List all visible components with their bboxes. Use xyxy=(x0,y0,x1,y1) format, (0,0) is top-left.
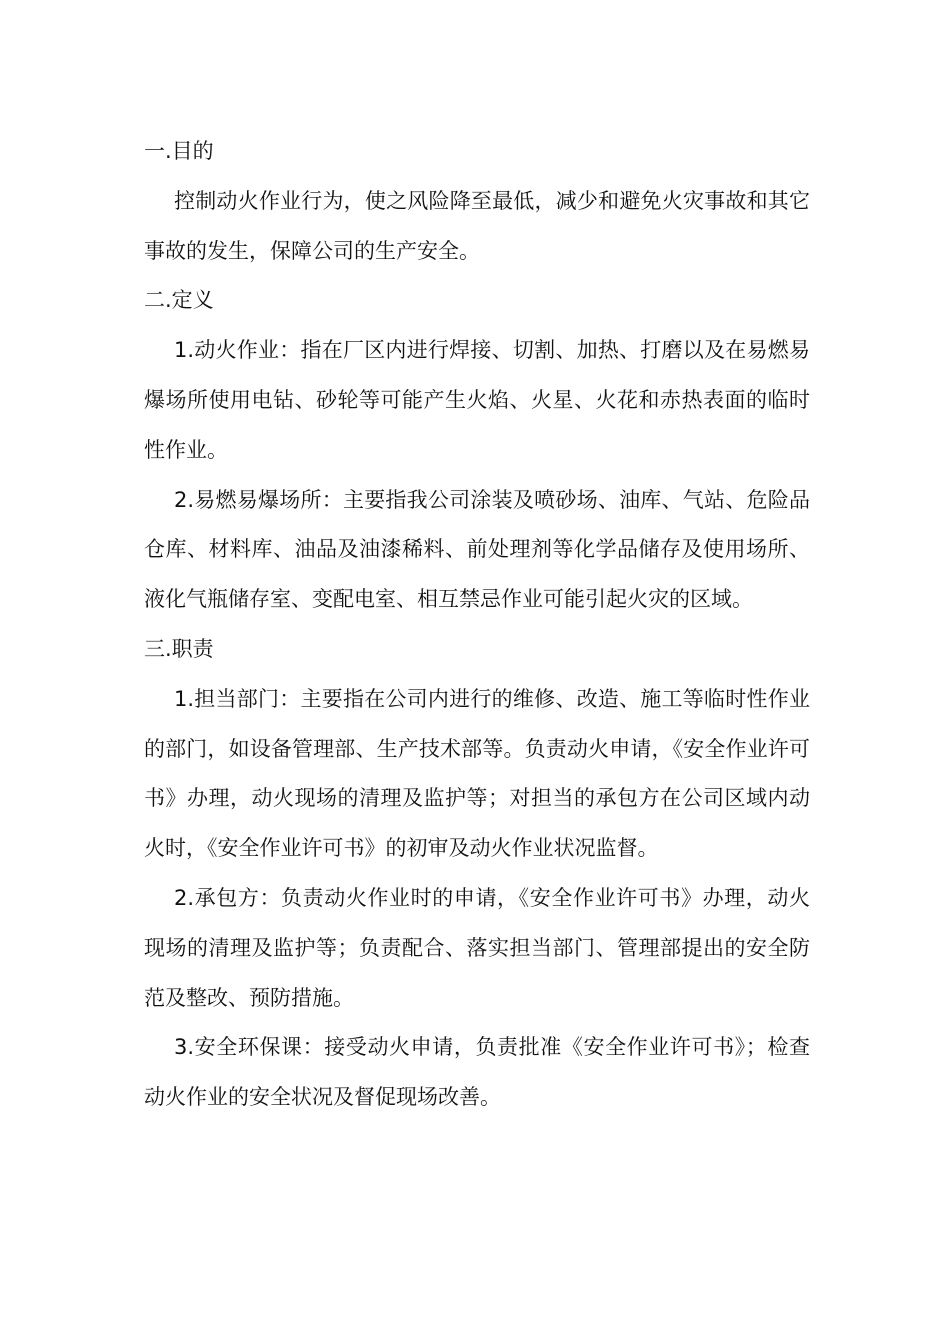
responsibility-contractor: 2.承包方：负责动火作业时的申请，《安全作业许可书》办理，动火现场的清理及监护等；负责配合、落实担当部门、管理部提出的安全防范及整改、预防措施。 xyxy=(144,885,810,1010)
responsibility-safety-section: 3.安全环保课：接受动火申请，负责批准《安全作业许可书》；检查动火作业的安全状况及督促现场改善。 xyxy=(144,1035,810,1110)
section-heading-purpose: 一.目的 xyxy=(144,139,214,163)
definition-flammable-places: 2.易燃易爆场所：主要指我公司涂装及喷砂场、油库、气站、危险品仓库、材料库、油品及油漆稀料、前处理剂等化学品储存及使用场所、液化气瓶储存室、变配电室、相互禁忌作业可能引起火灾的区域。 xyxy=(144,487,810,612)
responsibility-department: 1.担当部门：主要指在公司内进行的维修、改造、施工等临时性作业的部门，如设备管理部、生产技术部等。负责动火申请，《安全作业许可书》办理，动火现场的清理及监护等；对担当的承包方在公司区域内动火时，《安全作业许可书》的初审及动火作业状况监督。 xyxy=(144,686,810,861)
section-heading-definitions: 二.定义 xyxy=(144,288,214,313)
section-heading-responsibilities: 三.职责 xyxy=(144,636,214,661)
document-body xyxy=(144,127,810,1123)
definition-hot-work: 1.动火作业：指在厂区内进行焊接、切割、加热、打磨以及在易燃易爆场所使用电钻、砂轮等可能产生火焰、火星、火花和赤热表面的临时性作业。 xyxy=(144,338,810,462)
purpose-paragraph: 控制动火作业行为，使之风险降至最低，减少和避免火灾事故和其它事故的发生，保障公司的生产安全。 xyxy=(144,188,810,263)
